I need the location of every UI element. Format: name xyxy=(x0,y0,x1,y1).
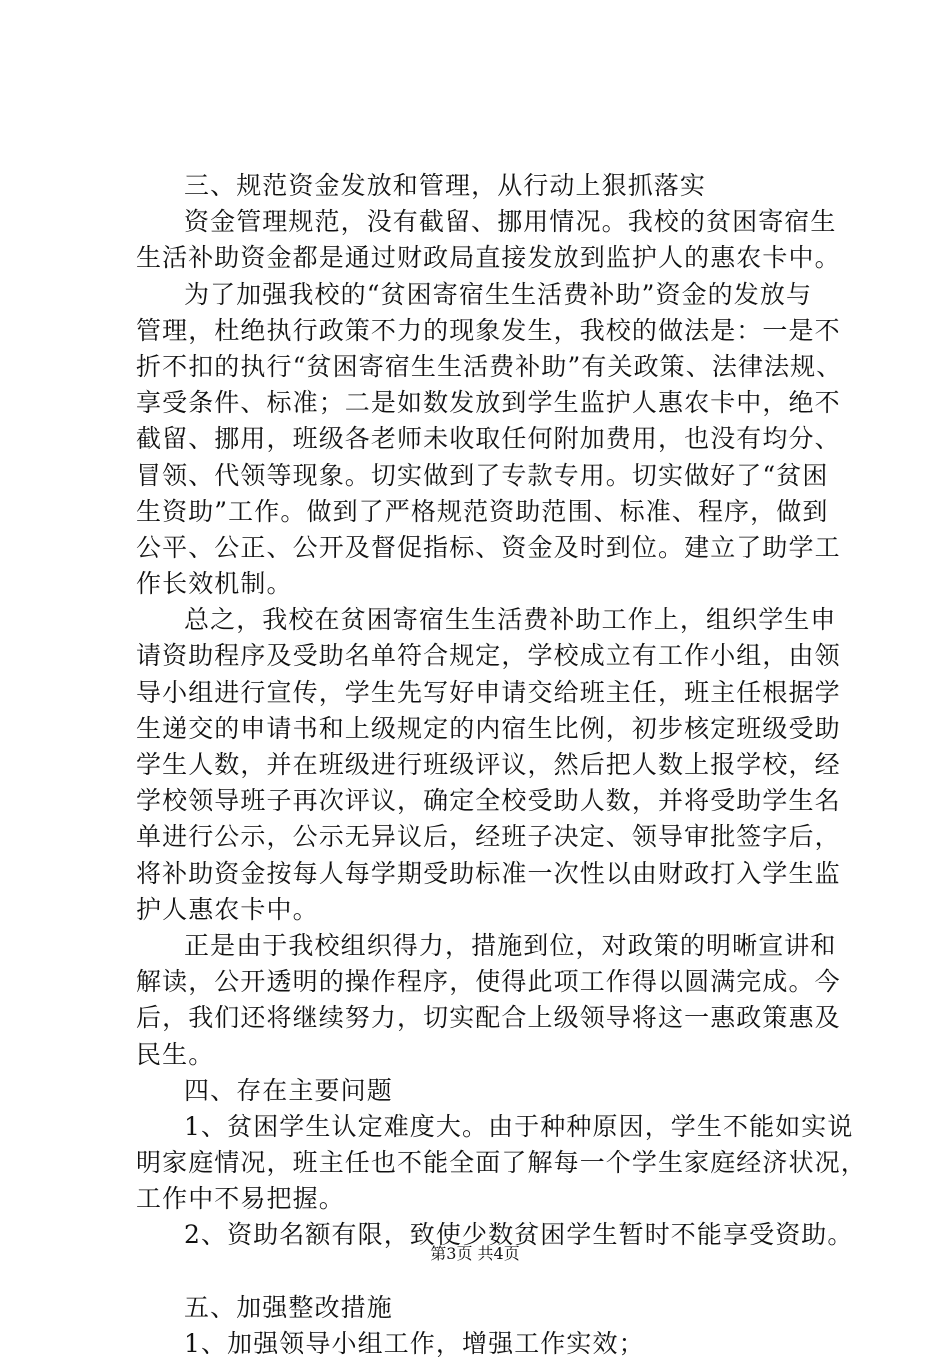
text-line: 公平、公正、公开及督促指标、资金及时到位。建立了助学工 xyxy=(136,532,841,562)
document-body xyxy=(136,168,867,1362)
page-number-label: 第3页 共4页 xyxy=(430,1244,520,1263)
page-footer xyxy=(0,1243,950,1265)
text-line: 请资助程序及受助名单符合规定，学校成立有工作小组，由领 xyxy=(136,641,841,671)
text-line: 截留、挪用，班级各老师未收取任何附加费用，也没有均分、 xyxy=(136,424,841,454)
text-line: 将补助资金按每人每学期受助标准一次性以由财政打入学生监 xyxy=(136,858,841,888)
text-line: 冒领、代领等现象。切实做到了专款专用。切实做好了“贫困 xyxy=(136,460,829,490)
text-line: 民生。 xyxy=(136,1039,215,1069)
text-line: 生资助”工作。做到了严格规范资助范围、标准、程序，做到 xyxy=(136,496,829,526)
text-line: 正是由于我校组织得力，措施到位，对政策的明晰宣讲和 xyxy=(184,930,837,960)
text-line: 1、加强领导小组工作，增强工作实效； xyxy=(184,1329,645,1358)
text-line: 单进行公示，公示无异议后，经班子决定、领导审批签字后， xyxy=(136,822,841,852)
text-line: 管理，杜绝执行政策不力的现象发生，我校的做法是：一是不 xyxy=(136,315,841,345)
text-line: 折不扣的执行“贫困寄宿生生活费补助”有关政策、法律法规、 xyxy=(136,351,843,381)
text-line: 学生人数，并在班级进行班级评议，然后把人数上报学校，经 xyxy=(136,750,841,779)
text-line: 护人惠农卡中。 xyxy=(136,894,319,924)
text-line: 作长效机制。 xyxy=(136,569,293,599)
text-line: 明家庭情况，班主任也不能全面了解每一个学生家庭经济状况， xyxy=(136,1148,867,1178)
section-heading-3: 三、规范资金发放和管理，从行动上狠抓落实 xyxy=(184,171,707,200)
text-line: 解读，公开透明的操作程序，使得此项工作得以圆满完成。今 xyxy=(136,967,841,997)
text-line: 学校领导班子再次评议，确定全校受助人数，并将受助学生名 xyxy=(136,786,841,816)
text-line: 享受条件、标准；二是如数发放到学生监护人惠农卡中，绝不 xyxy=(136,388,841,418)
text-line: 为了加强我校的“贫困寄宿生生活费补助”资金的发放与 xyxy=(184,279,813,309)
section-heading-4: 四、存在主要问题 xyxy=(184,1075,393,1105)
section-heading-5: 五、加强整改措施 xyxy=(184,1292,393,1322)
text-line: 资金管理规范，没有截留、挪用情况。我校的贫困寄宿生 xyxy=(184,207,837,237)
text-line: 导小组进行宣传，学生先写好申请交给班主任，班主任根据学 xyxy=(136,677,841,707)
text-line: 总之，我校在贫困寄宿生生活费补助工作上，组织学生申 xyxy=(184,605,837,635)
text-line: 2、资助名额有限，致使少数贫困学生暂时不能享受资助。 xyxy=(184,1220,854,1250)
text-line: 1、贫困学生认定难度大。由于种种原因，学生不能如实说 xyxy=(184,1111,854,1141)
text-line: 后，我们还将继续努力，切实配合上级领导将这一惠政策惠及 xyxy=(136,1003,841,1033)
text-line: 生活补助资金都是通过财政局直接发放到监护人的惠农卡中。 xyxy=(136,243,841,273)
text-line: 工作中不易把握。 xyxy=(136,1184,345,1214)
text-line: 生递交的申请书和上级规定的内宿生比例，初步核定班级受助 xyxy=(136,713,841,743)
